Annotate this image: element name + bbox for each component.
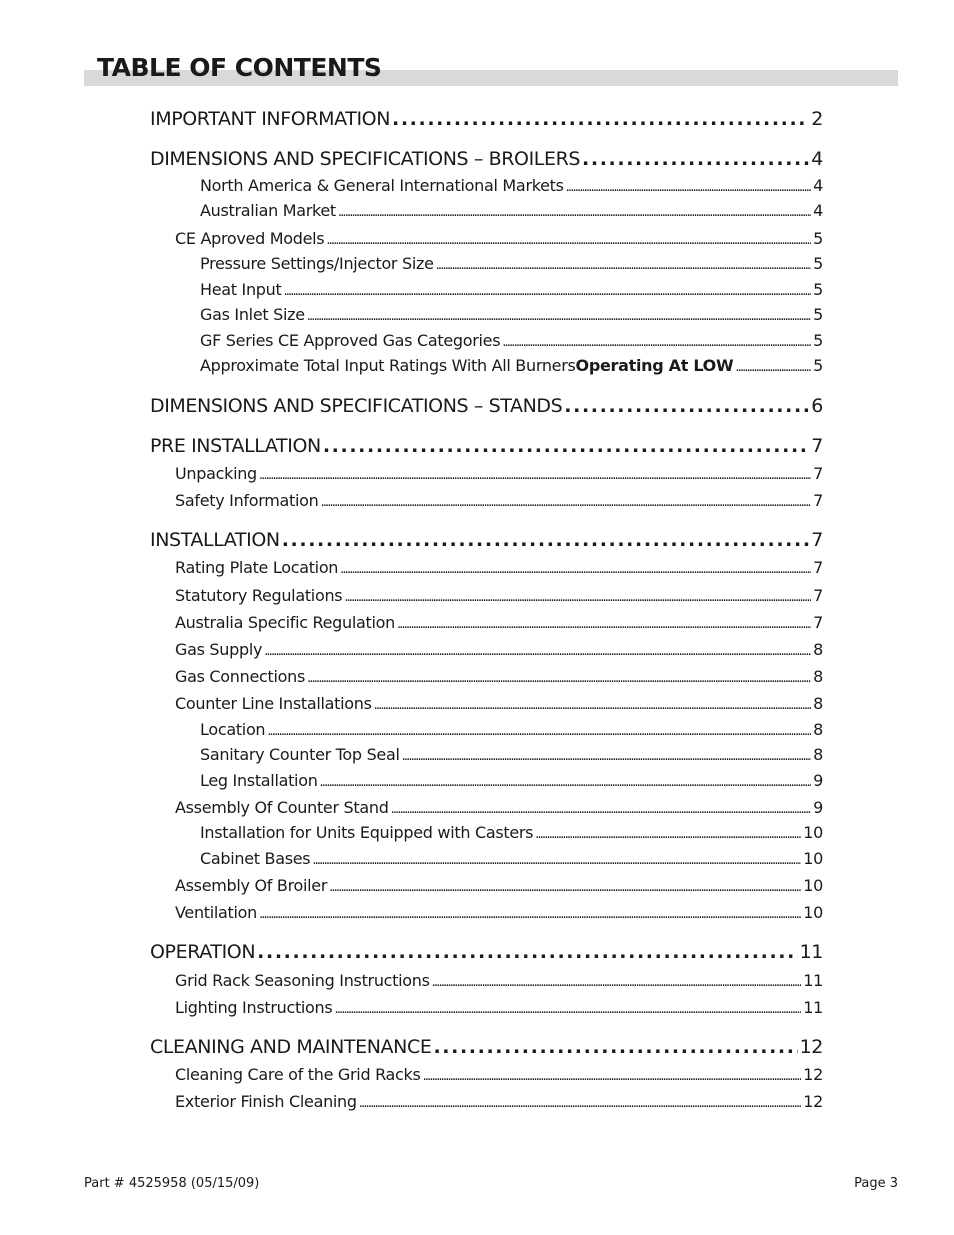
toc-dot-leader — [564, 395, 809, 417]
toc-page-number: 9 — [813, 771, 823, 790]
toc-entry[interactable] — [200, 771, 823, 790]
toc-entry-label: Cleaning Care of the Grid Racks — [175, 1065, 421, 1084]
toc-entry-label: Ventilation — [175, 903, 258, 922]
toc-entry[interactable] — [175, 876, 823, 895]
toc-dot-leader — [259, 907, 801, 922]
toc-entry-label: Exterior Finish Cleaning — [175, 1092, 357, 1111]
toc-dot-leader — [359, 1096, 801, 1111]
toc-dot-leader — [307, 671, 811, 686]
toc-entry[interactable] — [150, 1036, 823, 1058]
toc-page-number: 7 — [813, 491, 823, 510]
toc-entry[interactable] — [200, 745, 823, 764]
toc-entry-label: Australia Specific Regulation — [175, 613, 395, 632]
toc-page-number: 11 — [803, 998, 823, 1017]
toc-page-number: 8 — [813, 694, 823, 713]
toc-entry-label: Cabinet Bases — [200, 849, 311, 868]
toc-page-number: 8 — [813, 640, 823, 659]
toc-page-number: 7 — [811, 529, 823, 551]
footer-page-number: Page 3 — [854, 1176, 898, 1191]
toc-entry-label: Counter Line Installations — [175, 694, 372, 713]
toc-dot-leader — [323, 435, 809, 457]
toc-entry-label: Safety Information — [175, 491, 319, 510]
toc-dot-leader — [423, 1069, 802, 1084]
toc-entry[interactable] — [175, 971, 823, 990]
toc-entry[interactable] — [175, 613, 823, 632]
toc-page-number: 4 — [813, 176, 823, 195]
toc-page-number: 4 — [811, 148, 823, 170]
toc-entry[interactable] — [200, 201, 823, 220]
toc-entry-label-emphasis: Operating At LOW — [575, 356, 734, 375]
toc-entry-label: Assembly Of Broiler — [175, 876, 328, 895]
toc-dot-leader — [264, 644, 811, 659]
toc-entry[interactable] — [175, 640, 823, 659]
toc-entry-label: Leg Installation — [200, 771, 318, 790]
toc-page-number: 7 — [813, 464, 823, 483]
toc-entry[interactable] — [150, 108, 823, 130]
toc-dot-leader — [320, 495, 811, 510]
toc-entry-label: Lighting Instructions — [175, 998, 333, 1017]
toc-entry[interactable] — [175, 1065, 823, 1084]
toc-dot-leader — [307, 309, 811, 324]
toc-page-number: 9 — [813, 798, 823, 817]
toc-dot-leader — [344, 590, 811, 605]
toc-entry[interactable] — [200, 849, 823, 868]
toc-dot-leader — [334, 1002, 801, 1017]
toc-entry-label: Approximate Total Input Ratings With All Burners — [200, 356, 576, 375]
toc-entry[interactable] — [150, 941, 823, 963]
toc-dot-leader — [566, 180, 811, 195]
toc-dot-leader — [320, 775, 812, 790]
toc-page-number: 10 — [803, 849, 823, 868]
toc-entry-label: Assembly Of Counter Stand — [175, 798, 389, 817]
toc-page-number: 5 — [813, 229, 823, 248]
toc-entry[interactable] — [200, 280, 823, 299]
toc-dot-leader — [433, 1036, 797, 1058]
toc-entry-label: CLEANING AND MAINTENANCE — [150, 1036, 432, 1058]
toc-entry[interactable] — [175, 998, 823, 1017]
toc-entry-label: Gas Inlet Size — [200, 305, 305, 324]
toc-dot-leader — [535, 827, 801, 842]
footer-part-number: Part # 4525958 (05/15/09) — [84, 1176, 260, 1191]
toc-dot-leader — [312, 853, 801, 868]
toc-page-number: 12 — [803, 1092, 823, 1111]
toc-page-number: 4 — [813, 201, 823, 220]
toc-entry-label: Gas Supply — [175, 640, 263, 659]
toc-entry-label: Heat Input — [200, 280, 282, 299]
toc-page-number: 10 — [803, 823, 823, 842]
toc-entry[interactable] — [175, 491, 823, 510]
toc-entry[interactable] — [175, 229, 823, 248]
toc-dot-leader — [391, 802, 812, 817]
toc-entry[interactable] — [150, 148, 823, 170]
toc-page-number: 10 — [803, 903, 823, 922]
toc-page-number: 5 — [813, 331, 823, 350]
toc-page-number: 12 — [799, 1036, 823, 1058]
toc-dot-leader — [338, 205, 811, 220]
toc-dot-leader — [402, 749, 811, 764]
toc-entry-label: CE Aproved Models — [175, 229, 325, 248]
toc-dot-leader — [502, 335, 811, 350]
toc-entry[interactable] — [200, 331, 823, 350]
toc-dot-leader — [397, 617, 811, 632]
toc-page-number: 7 — [813, 586, 823, 605]
toc-dot-leader — [432, 975, 802, 990]
toc-entry[interactable] — [175, 903, 823, 922]
toc-dot-leader — [283, 284, 811, 299]
toc-entry-label: Statutory Regulations — [175, 586, 343, 605]
toc-entry[interactable] — [200, 305, 823, 324]
toc-page-number: 5 — [813, 254, 823, 273]
toc-dot-leader — [374, 698, 812, 713]
toc-entry[interactable] — [175, 464, 823, 483]
toc-page-number: 8 — [813, 667, 823, 686]
toc-page-number: 5 — [813, 305, 823, 324]
toc-entry[interactable] — [175, 798, 823, 817]
toc-dot-leader — [735, 360, 811, 375]
toc-dot-leader — [392, 108, 809, 130]
toc-entry[interactable] — [200, 720, 823, 739]
toc-entry[interactable] — [200, 254, 823, 273]
toc-entry-label: Installation for Units Equipped with Casters — [200, 823, 534, 842]
toc-dot-leader — [267, 724, 811, 739]
toc-entry[interactable] — [150, 529, 823, 551]
toc-page-number: 8 — [813, 745, 823, 764]
toc-entry[interactable] — [200, 356, 823, 375]
toc-entry[interactable] — [200, 823, 823, 842]
toc-page-number: 11 — [803, 971, 823, 990]
toc-page-number: 5 — [813, 280, 823, 299]
toc-entry[interactable] — [175, 1092, 823, 1111]
toc-entry-label: IMPORTANT INFORMATION — [150, 108, 391, 130]
toc-page-number: 12 — [803, 1065, 823, 1084]
toc-dot-leader — [340, 562, 811, 577]
toc-page-number: 11 — [799, 941, 823, 963]
toc-entry[interactable] — [175, 586, 823, 605]
toc-page-number: 5 — [813, 356, 823, 375]
toc-entry-label: Location — [200, 720, 266, 739]
toc-page-number: 8 — [813, 720, 823, 739]
toc-entry-label: PRE INSTALLATION — [150, 435, 321, 457]
page-title: TABLE OF CONTENTS — [97, 53, 382, 82]
toc-dot-leader — [329, 880, 801, 895]
toc-dot-leader — [582, 148, 809, 170]
toc-entry-label: DIMENSIONS AND SPECIFICATIONS – STANDS — [150, 395, 563, 417]
toc-entry[interactable] — [175, 558, 823, 577]
toc-entry-label: Sanitary Counter Top Seal — [200, 745, 400, 764]
toc-entry-label: OPERATION — [150, 941, 256, 963]
toc-entry-label: Grid Rack Seasoning Instructions — [175, 971, 430, 990]
toc-entry-label: North America & General International Markets — [200, 176, 564, 195]
toc-page-number: 7 — [813, 558, 823, 577]
toc-page-number: 6 — [811, 395, 823, 417]
toc-dot-leader — [282, 529, 810, 551]
toc-entry-label: Pressure Settings/Injector Size — [200, 254, 434, 273]
toc-page-number: 10 — [803, 876, 823, 895]
toc-page-number: 7 — [813, 613, 823, 632]
toc-entry-label: Rating Plate Location — [175, 558, 339, 577]
toc-dot-leader — [259, 468, 811, 483]
toc-entry-label: INSTALLATION — [150, 529, 280, 551]
toc-entry-label: DIMENSIONS AND SPECIFICATIONS – BROILERS — [150, 148, 581, 170]
toc-entry[interactable] — [150, 395, 823, 417]
toc-dot-leader — [257, 941, 797, 963]
toc-entry-label: GF Series CE Approved Gas Categories — [200, 331, 501, 350]
toc-dot-leader — [436, 258, 811, 273]
toc-page-number: 7 — [811, 435, 823, 457]
toc-dot-leader — [326, 233, 811, 248]
toc-entry[interactable] — [175, 667, 823, 686]
toc-entry[interactable] — [150, 435, 823, 457]
toc-page-number: 2 — [811, 108, 823, 130]
toc-entry-label: Unpacking — [175, 464, 257, 483]
toc-entry[interactable] — [175, 694, 823, 713]
toc-entry-label: Gas Connections — [175, 667, 305, 686]
toc-entry[interactable] — [200, 176, 823, 195]
toc-entry-label: Australian Market — [200, 201, 336, 220]
